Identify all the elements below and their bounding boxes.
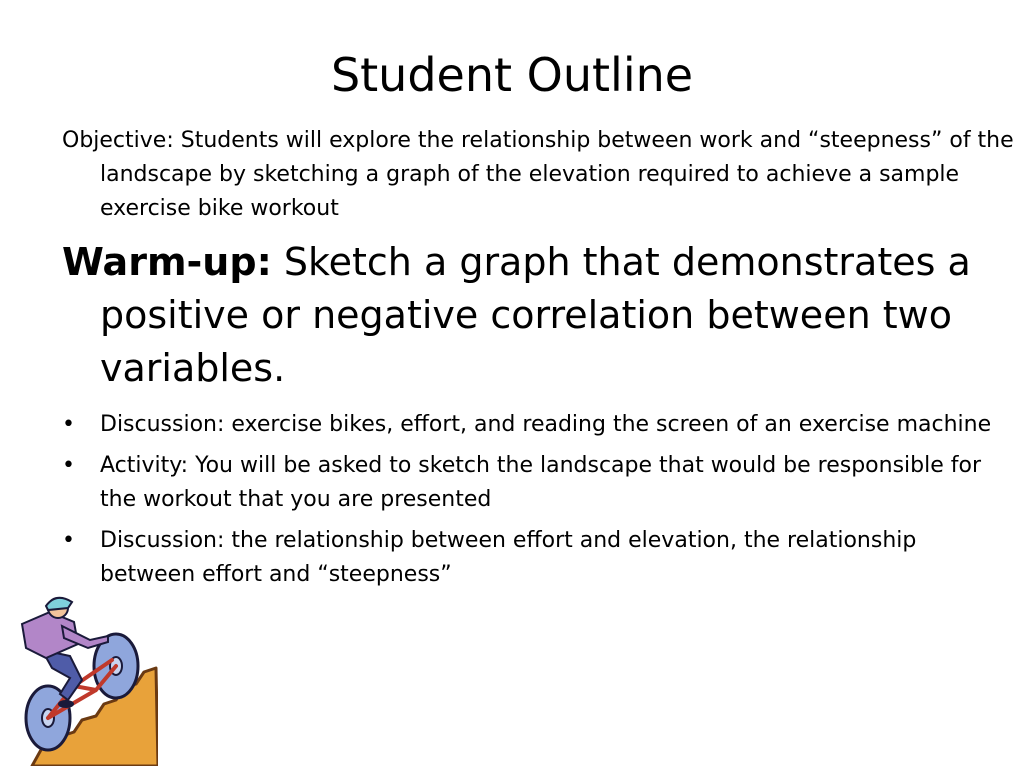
objective-text: Objective: Students will explore the relationship between work and “steepness” of the landscape by sketching a graph of the elevation required to achieve a sample exercise bike workout bbox=[62, 128, 1014, 221]
warmup-text: Sketch a graph that demonstrates a positive or negative correlation between two variables. bbox=[100, 240, 971, 390]
list-item bbox=[62, 449, 992, 517]
list-item bbox=[62, 524, 992, 592]
cyclist-on-hill-icon bbox=[12, 596, 158, 766]
bullet-marker: • bbox=[62, 453, 75, 478]
bullet-marker: • bbox=[62, 528, 75, 553]
warmup-paragraph bbox=[62, 236, 1024, 395]
warmup-label: Warm-up: bbox=[62, 240, 272, 284]
bullet-list bbox=[62, 408, 992, 599]
bullet-marker: • bbox=[62, 412, 75, 437]
slide-title: Student Outline bbox=[330, 48, 694, 102]
bullet-text: Discussion: exercise bikes, effort, and reading the screen of an exercise machine bbox=[100, 412, 992, 437]
bullet-text: Discussion: the relationship between effort and elevation, the relationship between effort and “steepness” bbox=[100, 528, 917, 587]
list-item bbox=[62, 408, 992, 442]
bullet-text: Activity: You will be asked to sketch the landscape that would be responsible for the workout that you are presented bbox=[100, 453, 982, 512]
